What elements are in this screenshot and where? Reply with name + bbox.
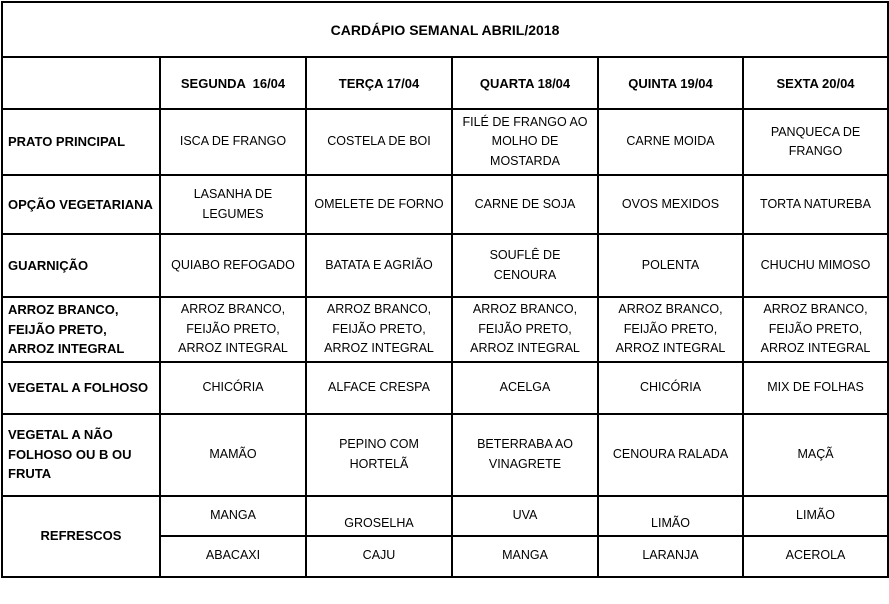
row-label: VEGETAL A FOLHOSO [2, 362, 160, 414]
table-row [2, 496, 888, 536]
menu-cell: MANGA [160, 496, 306, 536]
day-header: QUARTA 18/04 [452, 57, 598, 109]
menu-cell: ARROZ BRANCO, FEIJÃO PRETO, ARROZ INTEGRAL [452, 297, 598, 362]
menu-cell: CHUCHU MIMOSO [743, 234, 888, 297]
row-label: ARROZ BRANCO, FEIJÃO PRETO, ARROZ INTEGRAL [2, 297, 160, 362]
menu-cell: PANQUECA DE FRANGO [743, 109, 888, 175]
row-label: VEGETAL A NÃO FOLHOSO OU B OU FRUTA [2, 414, 160, 496]
table-row [2, 175, 888, 234]
day-header: SEGUNDA 16/04 [160, 57, 306, 109]
menu-cell: OMELETE DE FORNO [306, 175, 452, 234]
table-row [2, 362, 888, 414]
weekly-menu-document [0, 1, 889, 604]
menu-cell: ARROZ BRANCO, FEIJÃO PRETO, ARROZ INTEGRAL [306, 297, 452, 362]
menu-cell: MAMÃO [160, 414, 306, 496]
menu-cell: FILÉ DE FRANGO AO MOLHO DE MOSTARDA [452, 109, 598, 175]
menu-cell: CENOURA RALADA [598, 414, 743, 496]
table-row [2, 297, 888, 362]
table-row [2, 414, 888, 496]
menu-cell: MIX DE FOLHAS [743, 362, 888, 414]
menu-cell: ALFACE CRESPA [306, 362, 452, 414]
day-header: SEXTA 20/04 [743, 57, 888, 109]
menu-cell: LIMÃO [598, 496, 743, 536]
menu-title: CARDÁPIO SEMANAL ABRIL/2018 [2, 2, 888, 57]
menu-cell: PEPINO COM HORTELÃ [306, 414, 452, 496]
row-label: OPÇÃO VEGETARIANA [2, 175, 160, 234]
menu-cell: ARROZ BRANCO, FEIJÃO PRETO, ARROZ INTEGRAL [743, 297, 888, 362]
menu-cell: CARNE DE SOJA [452, 175, 598, 234]
menu-cell: LIMÃO [743, 496, 888, 536]
menu-cell: ISCA DE FRANGO [160, 109, 306, 175]
table-row [2, 109, 888, 175]
day-header-row [2, 57, 888, 109]
menu-cell: QUIABO REFOGADO [160, 234, 306, 297]
menu-cell: SOUFLÊ DE CENOURA [452, 234, 598, 297]
menu-cell: ARROZ BRANCO, FEIJÃO PRETO, ARROZ INTEGRAL [160, 297, 306, 362]
menu-cell: MANGA [452, 536, 598, 577]
menu-cell: UVA [452, 496, 598, 536]
menu-cell: ABACAXI [160, 536, 306, 577]
menu-cell: LARANJA [598, 536, 743, 577]
day-header: QUINTA 19/04 [598, 57, 743, 109]
corner-cell [2, 57, 160, 109]
menu-cell: OVOS MEXIDOS [598, 175, 743, 234]
menu-cell: CARNE MOIDA [598, 109, 743, 175]
table-row [2, 234, 888, 297]
menu-cell: CHICÓRIA [598, 362, 743, 414]
menu-cell: CHICÓRIA [160, 362, 306, 414]
row-label: GUARNIÇÃO [2, 234, 160, 297]
menu-cell: TORTA NATUREBA [743, 175, 888, 234]
weekly-menu-table [1, 1, 889, 578]
menu-cell: BETERRABA AO VINAGRETE [452, 414, 598, 496]
menu-cell: ACELGA [452, 362, 598, 414]
row-label: REFRESCOS [2, 496, 160, 577]
menu-cell: GROSELHA [306, 496, 452, 536]
title-row [2, 2, 888, 57]
menu-cell: CAJU [306, 536, 452, 577]
menu-cell: COSTELA DE BOI [306, 109, 452, 175]
menu-cell: MAÇÃ [743, 414, 888, 496]
day-header: TERÇA 17/04 [306, 57, 452, 109]
menu-cell: LASANHA DE LEGUMES [160, 175, 306, 234]
menu-cell: ARROZ BRANCO, FEIJÃO PRETO, ARROZ INTEGRAL [598, 297, 743, 362]
menu-cell: POLENTA [598, 234, 743, 297]
menu-cell: BATATA E AGRIÃO [306, 234, 452, 297]
menu-cell: ACEROLA [743, 536, 888, 577]
row-label: PRATO PRINCIPAL [2, 109, 160, 175]
